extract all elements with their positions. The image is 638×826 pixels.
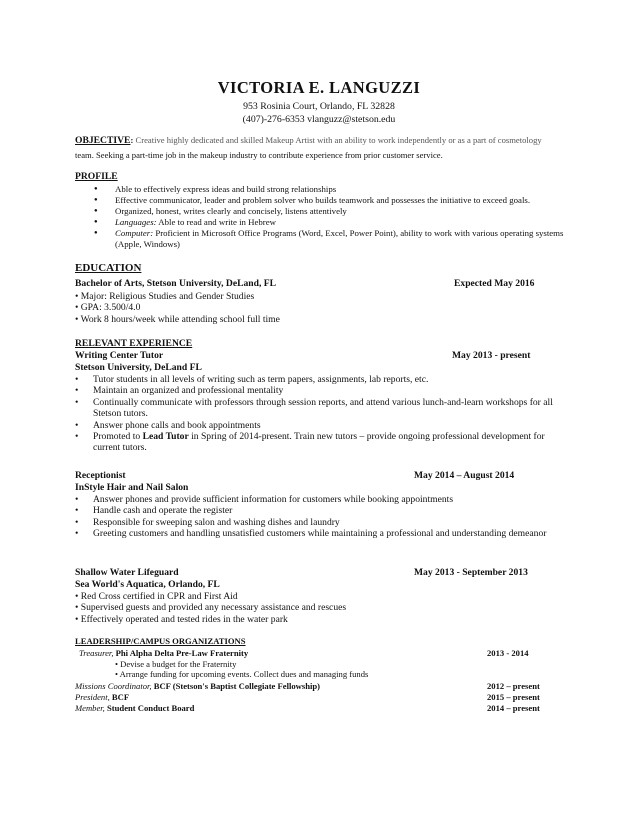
job-bullet: • Maintain an organized and professional mentality: [75, 385, 563, 396]
contact-line: (407)-276-6353 vlanguzz@stetson.edu: [242, 114, 396, 125]
leadership-entry: [75, 703, 194, 714]
leadership-date: 2014 – present: [487, 703, 540, 713]
objective-section: [75, 135, 575, 161]
leadership-entry: [75, 692, 129, 703]
leadership-heading: LEADERSHIP/CAMPUS ORGANIZATIONS: [75, 636, 246, 646]
education-line: • Work 8 hours/week while attending school full time: [75, 313, 280, 325]
job-bullet: • Answer phone calls and book appointments: [75, 420, 563, 431]
job-org: Sea World's Aquatica, Orlando, FL: [75, 579, 220, 590]
leadership-org: Phi Alpha Delta Pre-Law Fraternity: [113, 648, 249, 658]
objective-heading: OBJECTIVE: [75, 135, 131, 146]
objective-text-line-1: Creative highly dedicated and skilled Makeup Artist with an ability to work independently or as a part of cosmetology: [133, 135, 542, 145]
job-date: May 2013 - present: [452, 350, 531, 361]
job-bullet: • Responsible for sweeping salon and washing dishes and laundry: [75, 517, 563, 528]
education-date: Expected May 2016: [454, 278, 535, 289]
profile-item-label: Computer:: [115, 228, 154, 238]
address-line: 953 Rosinia Court, Orlando, FL 32828: [243, 101, 395, 112]
leadership-role: Treasurer,: [79, 648, 114, 658]
job-line: • Supervised guests and provided any necessary assistance and rescues: [75, 602, 347, 614]
leadership-role: Missions Coordinator,: [75, 681, 152, 691]
leadership-entry: [79, 648, 248, 659]
job-title: Receptionist: [75, 470, 126, 481]
job-bullet: • Continually communicate with professors through session reports, and attend various lunch-and-learn workshops for all Stetson tutors.: [75, 397, 563, 420]
job-bullet-text: in Spring of 2014-present. Train new tutors – provide ongoing professional development for current tutors.: [93, 431, 545, 454]
job-bullet-text: Promoted to: [93, 431, 143, 443]
job-bullet: • Greeting customers and handling unsatisfied customers while maintaining a professional and understanding demeanor: [75, 528, 563, 539]
leadership-date: 2013 - 2014: [487, 648, 529, 658]
profile-item: [75, 184, 575, 195]
objective-colon: :: [130, 135, 134, 145]
job-bullets: [75, 494, 563, 540]
leadership-date: 2015 – present: [487, 692, 540, 702]
education-line: • Major: Religious Studies and Gender Studies: [75, 291, 255, 302]
objective-text-line-2: team. Seeking a part-time job in the makeup industry to contribute experience from prior customer service.: [75, 149, 443, 160]
resume-name: VICTORIA E. LANGUZZI: [217, 78, 421, 97]
profile-item: [75, 228, 575, 250]
leadership-role: President,: [75, 692, 110, 702]
profile-item-text: Organized, honest, writes clearly and concisely, listens attentively: [115, 206, 347, 216]
job-bullet: • Tutor students in all levels of writing such as term papers, assignments, lab reports, etc.: [75, 374, 563, 385]
profile-heading: PROFILE: [75, 171, 118, 182]
treasurer-note: • Devise a budget for the Fraternity: [115, 659, 237, 669]
profile-item: [75, 206, 575, 217]
job-title: Shallow Water Lifeguard: [75, 567, 179, 578]
job-bullet: • Handle cash and operate the register: [75, 505, 563, 516]
job-line: • Effectively operated and tested rides in the water park: [75, 613, 288, 625]
profile-item-text: Proficient in Microsoft Office Programs (Word, Excel, Power Point), ability to work with various operating systems (Apple, Windows): [115, 228, 564, 249]
job-org: Stetson University, DeLand FL: [75, 362, 202, 373]
profile-list: [75, 184, 575, 250]
leadership-entry: [75, 681, 320, 692]
leadership-role: Member,: [75, 703, 105, 713]
job-line: • Red Cross certified in CPR and First Aid: [75, 591, 238, 602]
profile-item-label: Languages:: [115, 217, 157, 227]
profile-item: [75, 195, 575, 206]
profile-item-text: Effective communicator, leader and problem solver who builds teamwork and possesses the initiative to exceed goals.: [115, 195, 531, 205]
job-bullet: • Answer phones and provide sufficient information for customers while booking appointments: [75, 494, 563, 505]
profile-item-text: Able to read and write in Hebrew: [156, 217, 276, 227]
education-heading: EDUCATION: [75, 262, 142, 274]
treasurer-note: • Arrange funding for upcoming events. Collect dues and managing funds: [115, 669, 369, 679]
leadership-date: 2012 – present: [487, 681, 540, 691]
job-org: InStyle Hair and Nail Salon: [75, 482, 189, 493]
job-bullets: [75, 374, 563, 454]
leadership-org: Student Conduct Board: [104, 703, 195, 713]
job-date: May 2014 – August 2014: [414, 470, 515, 481]
leadership-org: BCF: [109, 692, 130, 702]
education-line: • GPA: 3.500/4.0: [75, 302, 141, 314]
profile-item-text: Able to effectively express ideas and build strong relationships: [115, 184, 337, 194]
job-date: May 2013 - September 2013: [414, 567, 528, 578]
education-details: [75, 291, 280, 325]
education-degree: Bachelor of Arts, Stetson University, DeLand, FL: [75, 278, 277, 289]
lead-tutor-title: Lead Tutor: [142, 431, 189, 443]
experience-heading: RELEVANT EXPERIENCE: [75, 338, 193, 349]
profile-item: [75, 217, 575, 228]
leadership-org: BCF (Stetson's Baptist Collegiate Fellowship): [151, 681, 321, 691]
job-title: Writing Center Tutor: [75, 350, 164, 361]
job-details: [75, 591, 346, 625]
job-bullet: [75, 431, 563, 454]
